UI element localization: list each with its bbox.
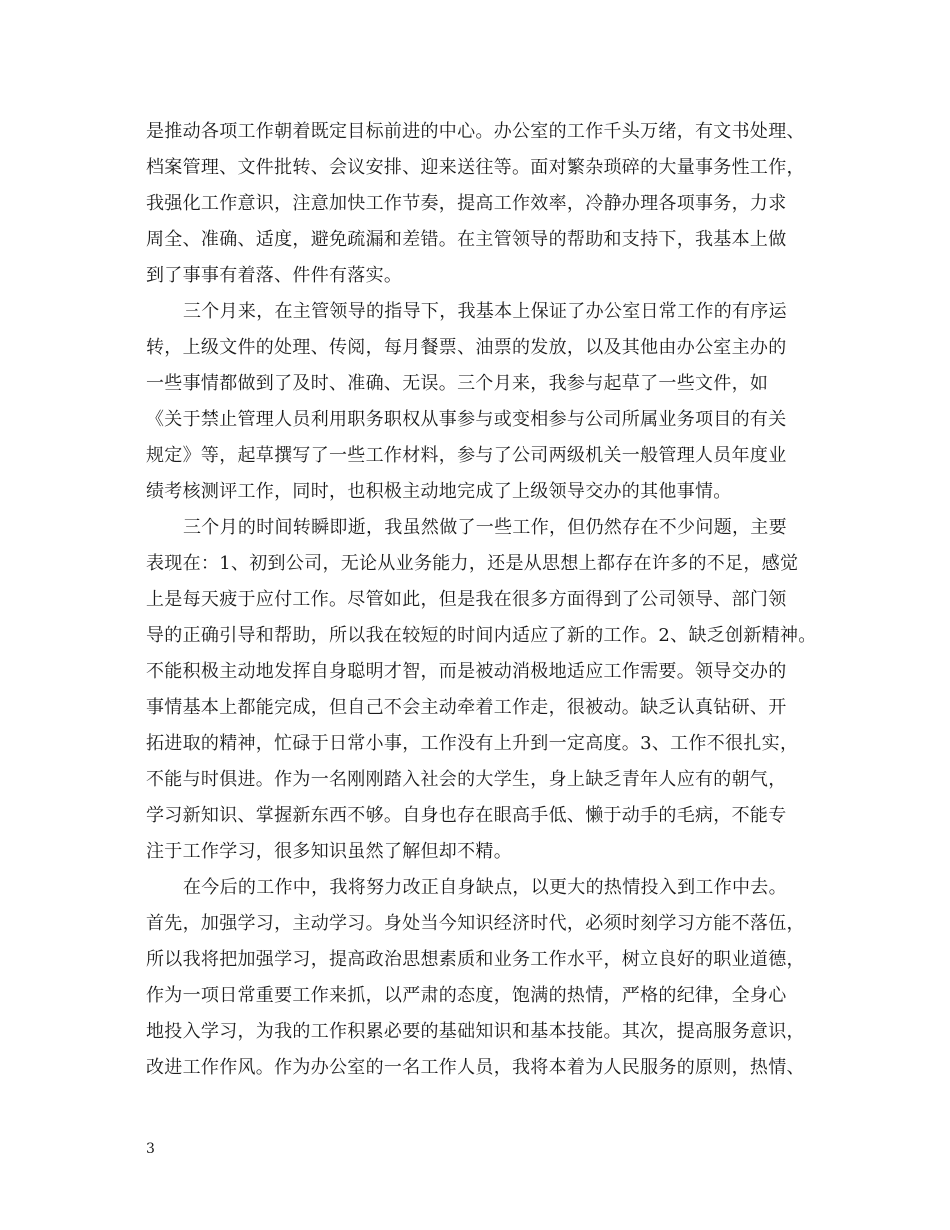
text-line: 表现在：1、初到公司，无论从业务能力，还是从思想上都存在许多的不足，感觉: [146, 553, 799, 574]
text-line: 转，上级文件的处理、传阅，每月餐票、油票的发放，以及其他由办公室主办的: [146, 337, 787, 358]
text-line: 事情基本上都能完成，但自己不会主动牵着工作走，很被动。缺乏认真钻研、开: [146, 697, 787, 718]
text-line: 档案管理、文件批转、会议安排、迎来送往等。面对繁杂琐碎的大量事务性工作，: [146, 157, 805, 178]
text-line: 所以我将把加强学习，提高政治思想素质和业务工作水平，树立良好的职业道德，: [146, 949, 805, 970]
text-line: 首先，加强学习，主动学习。身处当今知识经济时代，必须时刻学习方能不落伍，: [146, 913, 805, 934]
text-line: 改进工作作风。作为办公室的一名工作人员，我将本着为人民服务的原则，热情、: [146, 1057, 805, 1078]
text-line: 在今后的工作中，我将努力改正自身缺点，以更大的热情投入到工作中去。: [183, 877, 787, 898]
text-line: 我强化工作意识，注意加快工作节奏，提高工作效率，冷静办理各项事务，力求: [146, 193, 787, 214]
text-line: 《关于禁止管理人员利用职务职权从事参与或变相参与公司所属业务项目的有关: [146, 409, 787, 430]
text-line: 规定》等，起草撰写了一些工作材料，参与了公司两级机关一般管理人员年度业: [146, 445, 787, 466]
text-line: 一些事情都做到了及时、准确、无误。三个月来，我参与起草了一些文件，如: [146, 373, 769, 394]
text-line: 导的正确引导和帮助，所以我在较短的时间内适应了新的工作。2、缺乏创新精神。: [146, 625, 817, 646]
text-line: 学习新知识、掌握新东西不够。自身也存在眼高手低、懒于动手的毛病，不能专: [146, 805, 787, 826]
text-line: 周全、准确、适度，避免疏漏和差错。在主管领导的帮助和支持下，我基本上做: [146, 229, 787, 250]
text-line: 地投入学习，为我的工作积累必要的基础知识和基本技能。其次，提高服务意识，: [146, 1021, 805, 1042]
text-line: 不能与时俱进。作为一名刚刚踏入社会的大学生，身上缺乏青年人应有的朝气，: [146, 769, 787, 790]
text-line: 是推动各项工作朝着既定目标前进的中心。办公室的工作千头万绪，有文书处理、: [146, 121, 805, 142]
text-line: 上是每天疲于应付工作。尽管如此，但是我在很多方面得到了公司领导、部门领: [146, 589, 787, 610]
text-line: 到了事事有着落、件件有落实。: [146, 265, 403, 286]
text-line: 拓进取的精神，忙碌于日常小事，工作没有上升到一定高度。3、工作不很扎实，: [146, 733, 799, 754]
text-line: 三个月来，在主管领导的指导下，我基本上保证了办公室日常工作的有序运: [183, 301, 787, 322]
text-line: 不能积极主动地发挥自身聪明才智，而是被动消极地适应工作需要。领导交办的: [146, 661, 787, 682]
text-line: 作为一项日常重要工作来抓，以严肃的态度，饱满的热情，严格的纪律，全身心: [146, 985, 787, 1006]
text-line: 注于工作学习，很多知识虽然了解但却不精。: [146, 841, 512, 862]
page-number: 3: [146, 1141, 155, 1157]
body-text: [146, 114, 826, 1086]
text-line: 绩考核测评工作，同时，也积极主动地完成了上级领导交办的其他事情。: [146, 481, 732, 502]
text-line: 三个月的时间转瞬即逝，我虽然做了一些工作，但仍然存在不少问题，主要: [183, 517, 787, 538]
